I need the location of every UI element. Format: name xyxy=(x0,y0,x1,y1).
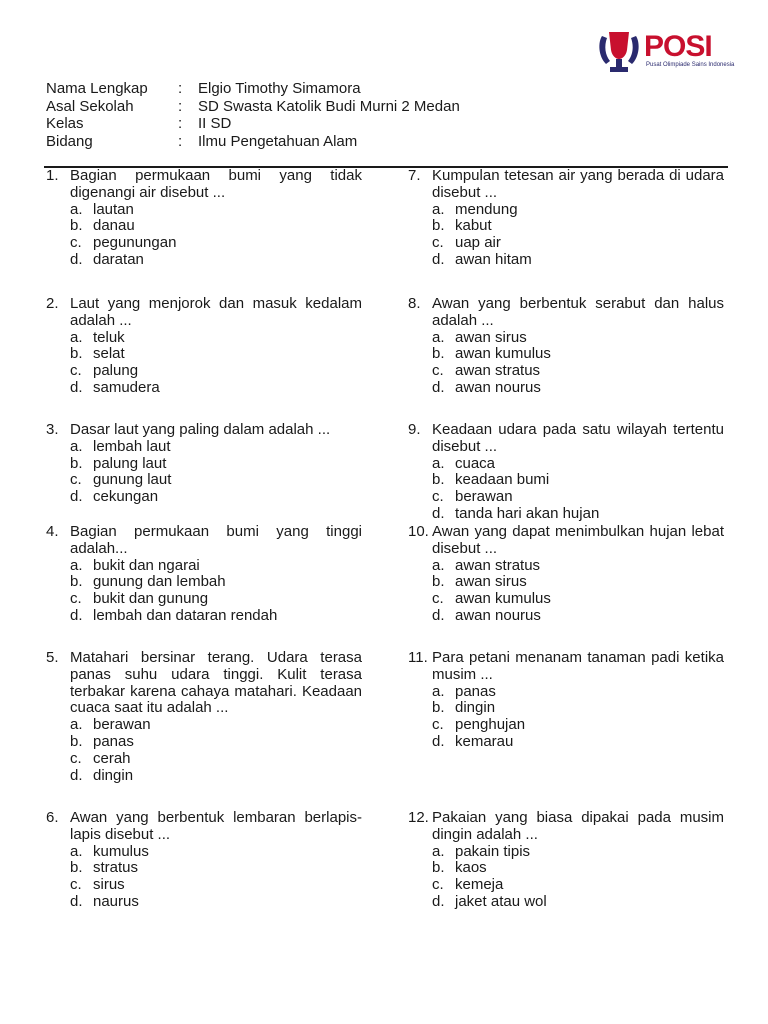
option-text: keadaan bumi xyxy=(455,471,550,489)
option-text: selat xyxy=(93,345,125,363)
option-letter: c. xyxy=(70,749,82,767)
answer-option xyxy=(432,860,724,877)
answer-option xyxy=(432,235,724,252)
option-letter: d. xyxy=(70,488,83,506)
option-text: lembah laut xyxy=(93,437,171,455)
info-colon: : xyxy=(178,115,183,132)
answer-option xyxy=(432,844,724,861)
answer-option xyxy=(70,489,362,506)
option-text: cuaca xyxy=(455,454,496,472)
info-row-class xyxy=(46,115,460,133)
answer-option xyxy=(70,558,362,575)
option-text: sirus xyxy=(93,876,125,894)
answer-option xyxy=(432,363,724,380)
answer-option xyxy=(70,363,362,380)
question-stem xyxy=(46,650,362,717)
answer-option xyxy=(70,380,362,397)
answer-option xyxy=(70,439,362,456)
question-stem xyxy=(46,296,362,330)
answer-option xyxy=(70,456,362,473)
question-text: Bagian permukaan bumi yang tinggi adalah... xyxy=(70,523,362,557)
question xyxy=(408,810,724,911)
option-letter: b. xyxy=(432,471,445,489)
question-number: 4. xyxy=(46,523,59,540)
option-letter: b. xyxy=(432,573,445,591)
option-text: jaket atau wol xyxy=(455,892,547,910)
question xyxy=(46,524,362,625)
option-letter: a. xyxy=(432,200,445,218)
question-number: 10. xyxy=(408,523,429,540)
option-text: pakain tipis xyxy=(455,842,531,860)
question-number: 5. xyxy=(46,649,59,666)
logo-tagline: Pusat Olimpiade Sains Indonesia xyxy=(646,62,735,68)
answer-option xyxy=(432,894,724,911)
option-text: kemeja xyxy=(455,876,504,894)
question-text: Keadaan udara pada satu wilayah tertentu disebut ... xyxy=(432,421,724,455)
option-text: tanda hari akan hujan xyxy=(455,504,600,522)
question-stem xyxy=(408,168,724,202)
question-stem xyxy=(46,422,362,439)
question-stem xyxy=(46,810,362,844)
question xyxy=(408,650,724,751)
answer-option xyxy=(70,768,362,785)
option-letter: a. xyxy=(432,328,445,346)
option-letter: a. xyxy=(70,200,83,218)
option-text: berawan xyxy=(455,488,513,506)
option-letter: b. xyxy=(70,732,83,750)
answer-option xyxy=(432,506,724,523)
question xyxy=(408,524,724,625)
question-number: 3. xyxy=(46,421,59,438)
answer-option xyxy=(432,591,724,608)
question-text: Matahari bersinar terang. Udara terasa panas suhu udara tinggi. Kulit terasa terbakar karena cahaya matahari. Keadaan cuaca saat itu adalah ... xyxy=(70,649,362,717)
question-text: Awan yang dapat menimbulkan hujan lebat disebut ... xyxy=(432,523,724,557)
answer-option xyxy=(432,700,724,717)
answer-option xyxy=(432,608,724,625)
answer-option xyxy=(432,380,724,397)
question-stem xyxy=(408,810,724,844)
question xyxy=(408,168,724,269)
question xyxy=(408,422,724,523)
option-letter: d. xyxy=(432,732,445,750)
option-text: kaos xyxy=(455,859,487,877)
info-colon: : xyxy=(178,132,183,150)
option-letter: b. xyxy=(70,345,83,363)
option-letter: c. xyxy=(432,362,444,380)
question-stem xyxy=(408,650,724,684)
answer-option xyxy=(70,346,362,363)
option-text: panas xyxy=(93,732,134,750)
question xyxy=(408,296,724,397)
answer-option xyxy=(70,218,362,235)
answer-option xyxy=(432,252,724,269)
option-letter: c. xyxy=(432,488,444,506)
option-list xyxy=(46,202,362,269)
question xyxy=(46,422,362,506)
option-text: kumulus xyxy=(93,842,149,860)
answer-option xyxy=(432,202,724,219)
option-list xyxy=(408,684,724,751)
option-list xyxy=(46,717,362,784)
option-letter: d. xyxy=(70,892,83,910)
option-text: lembah dan dataran rendah xyxy=(93,606,278,624)
option-text: mendung xyxy=(455,200,518,218)
option-text: awan stratus xyxy=(455,556,541,574)
option-letter: b. xyxy=(432,859,445,877)
answer-option xyxy=(70,608,362,625)
question-text: Awan yang berbentuk lembaran berlapis-lapis disebut ... xyxy=(70,809,362,843)
option-letter: b. xyxy=(70,859,83,877)
option-text: awan stratus xyxy=(455,362,541,380)
option-letter: a. xyxy=(70,842,83,860)
answer-option xyxy=(432,456,724,473)
option-text: penghujan xyxy=(455,716,526,734)
option-text: awan nourus xyxy=(455,606,541,624)
answer-option xyxy=(432,717,724,734)
answer-option xyxy=(70,591,362,608)
option-text: dingin xyxy=(455,699,496,717)
posi-logo xyxy=(596,28,735,78)
question xyxy=(46,168,362,269)
option-letter: d. xyxy=(432,892,445,910)
question-text: Laut yang menjorok dan masuk kedalam adalah ... xyxy=(70,295,362,329)
question-text: Dasar laut yang paling dalam adalah ... xyxy=(70,421,331,438)
info-label: Asal Sekolah xyxy=(46,97,134,115)
question-number: 12. xyxy=(408,809,429,826)
question-number: 7. xyxy=(408,167,421,184)
option-text: dingin xyxy=(93,766,134,784)
answer-option xyxy=(432,346,724,363)
option-list xyxy=(46,330,362,397)
option-letter: b. xyxy=(70,217,83,235)
info-row-subject xyxy=(46,133,460,151)
option-letter: d. xyxy=(432,606,445,624)
answer-option xyxy=(432,877,724,894)
answer-option xyxy=(70,844,362,861)
question-text: Bagian permukaan bumi yang tidak digenangi air disebut ... xyxy=(70,167,362,201)
option-text: cekungan xyxy=(93,488,159,506)
answer-option xyxy=(432,684,724,701)
option-letter: a. xyxy=(70,328,83,346)
option-text: awan kumulus xyxy=(455,590,551,608)
option-text: uap air xyxy=(455,234,501,252)
option-letter: b. xyxy=(432,345,445,363)
option-letter: d. xyxy=(70,250,83,268)
option-list xyxy=(408,456,724,523)
option-text: palung laut xyxy=(93,454,167,472)
question xyxy=(46,650,362,784)
info-label: Bidang xyxy=(46,132,93,150)
answer-option xyxy=(70,202,362,219)
option-letter: c. xyxy=(432,716,444,734)
answer-option xyxy=(432,574,724,591)
option-text: samudera xyxy=(93,378,160,396)
answer-option xyxy=(70,472,362,489)
option-text: berawan xyxy=(93,716,151,734)
option-text: kabut xyxy=(455,217,492,235)
logo-text: POSI xyxy=(644,30,712,63)
answer-option xyxy=(432,330,724,347)
option-letter: d. xyxy=(432,250,445,268)
answer-option xyxy=(70,860,362,877)
option-text: daratan xyxy=(93,250,144,268)
answer-option xyxy=(70,252,362,269)
option-text: danau xyxy=(93,217,135,235)
option-letter: a. xyxy=(432,454,445,472)
option-letter: a. xyxy=(432,556,445,574)
question-number: 9. xyxy=(408,421,421,438)
option-text: awan nourus xyxy=(455,378,541,396)
option-letter: b. xyxy=(70,573,83,591)
question-text: Awan yang berbentuk serabut dan halus adalah ... xyxy=(432,295,724,329)
option-letter: a. xyxy=(432,682,445,700)
option-letter: c. xyxy=(70,471,82,489)
option-letter: b. xyxy=(432,699,445,717)
question-stem xyxy=(408,296,724,330)
question xyxy=(46,810,362,911)
question-number: 11. xyxy=(408,649,428,666)
option-list xyxy=(408,202,724,269)
option-text: lautan xyxy=(93,200,134,218)
option-letter: a. xyxy=(70,437,83,455)
answer-option xyxy=(432,734,724,751)
question-stem xyxy=(408,422,724,456)
option-text: gunung laut xyxy=(93,471,172,489)
option-letter: a. xyxy=(70,556,83,574)
answer-option xyxy=(70,717,362,734)
option-letter: b. xyxy=(70,454,83,472)
option-text: bukit dan gunung xyxy=(93,590,209,608)
option-text: stratus xyxy=(93,859,139,877)
info-value: Elgio Timothy Simamora xyxy=(198,80,361,97)
info-row-name xyxy=(46,80,460,98)
option-letter: d. xyxy=(70,378,83,396)
option-text: awan sirus xyxy=(455,573,527,591)
info-colon: : xyxy=(178,80,183,97)
option-text: kemarau xyxy=(455,732,514,750)
student-info xyxy=(46,80,460,150)
option-letter: d. xyxy=(70,766,83,784)
option-text: teluk xyxy=(93,328,125,346)
option-letter: a. xyxy=(70,716,83,734)
question-text: Para petani menanam tanaman padi ketika musim ... xyxy=(432,649,724,683)
answer-option xyxy=(432,472,724,489)
option-text: panas xyxy=(455,682,496,700)
option-letter: c. xyxy=(70,876,82,894)
answer-option xyxy=(432,489,724,506)
question-number: 6. xyxy=(46,809,59,826)
option-list xyxy=(46,439,362,506)
answer-option xyxy=(70,734,362,751)
option-letter: d. xyxy=(70,606,83,624)
info-label: Nama Lengkap xyxy=(46,80,148,97)
option-letter: c. xyxy=(70,362,82,380)
info-value: Ilmu Pengetahuan Alam xyxy=(198,132,358,150)
trophy-icon xyxy=(596,28,642,78)
option-letter: c. xyxy=(432,876,444,894)
info-row-school xyxy=(46,98,460,116)
answer-option xyxy=(70,235,362,252)
option-text: naurus xyxy=(93,892,139,910)
option-text: pegunungan xyxy=(93,234,177,252)
option-letter: c. xyxy=(70,234,82,252)
option-letter: c. xyxy=(432,234,444,252)
answer-option xyxy=(432,218,724,235)
info-colon: : xyxy=(178,97,183,115)
question-stem xyxy=(46,168,362,202)
option-text: gunung dan lembah xyxy=(93,573,226,591)
answer-option xyxy=(70,330,362,347)
option-list xyxy=(408,558,724,625)
option-list xyxy=(408,844,724,911)
option-text: bukit dan ngarai xyxy=(93,556,200,574)
question-text: Kumpulan tetesan air yang berada di udara disebut ... xyxy=(432,167,724,201)
answer-option xyxy=(432,558,724,575)
question xyxy=(46,296,362,397)
answer-option xyxy=(70,894,362,911)
info-value: II SD xyxy=(198,115,232,132)
option-list xyxy=(46,844,362,911)
info-value: SD Swasta Katolik Budi Murni 2 Medan xyxy=(198,97,460,115)
question-number: 1. xyxy=(46,167,59,184)
option-text: palung xyxy=(93,362,139,380)
option-text: awan kumulus xyxy=(455,345,551,363)
option-letter: d. xyxy=(432,504,445,522)
question-text: Pakaian yang biasa dipakai pada musim dingin adalah ... xyxy=(432,809,724,843)
answer-option xyxy=(70,877,362,894)
option-list xyxy=(46,558,362,625)
answer-option xyxy=(70,751,362,768)
question-number: 2. xyxy=(46,295,59,312)
option-letter: d. xyxy=(432,378,445,396)
option-letter: a. xyxy=(432,842,445,860)
option-text: awan hitam xyxy=(455,250,532,268)
option-text: awan sirus xyxy=(455,328,527,346)
question-number: 8. xyxy=(408,295,421,312)
option-letter: c. xyxy=(70,590,82,608)
option-letter: c. xyxy=(432,590,444,608)
option-list xyxy=(408,330,724,397)
option-letter: b. xyxy=(432,217,445,235)
answer-option xyxy=(70,574,362,591)
option-text: cerah xyxy=(93,749,131,767)
info-label: Kelas xyxy=(46,115,84,132)
question-stem xyxy=(46,524,362,558)
question-stem xyxy=(408,524,724,558)
